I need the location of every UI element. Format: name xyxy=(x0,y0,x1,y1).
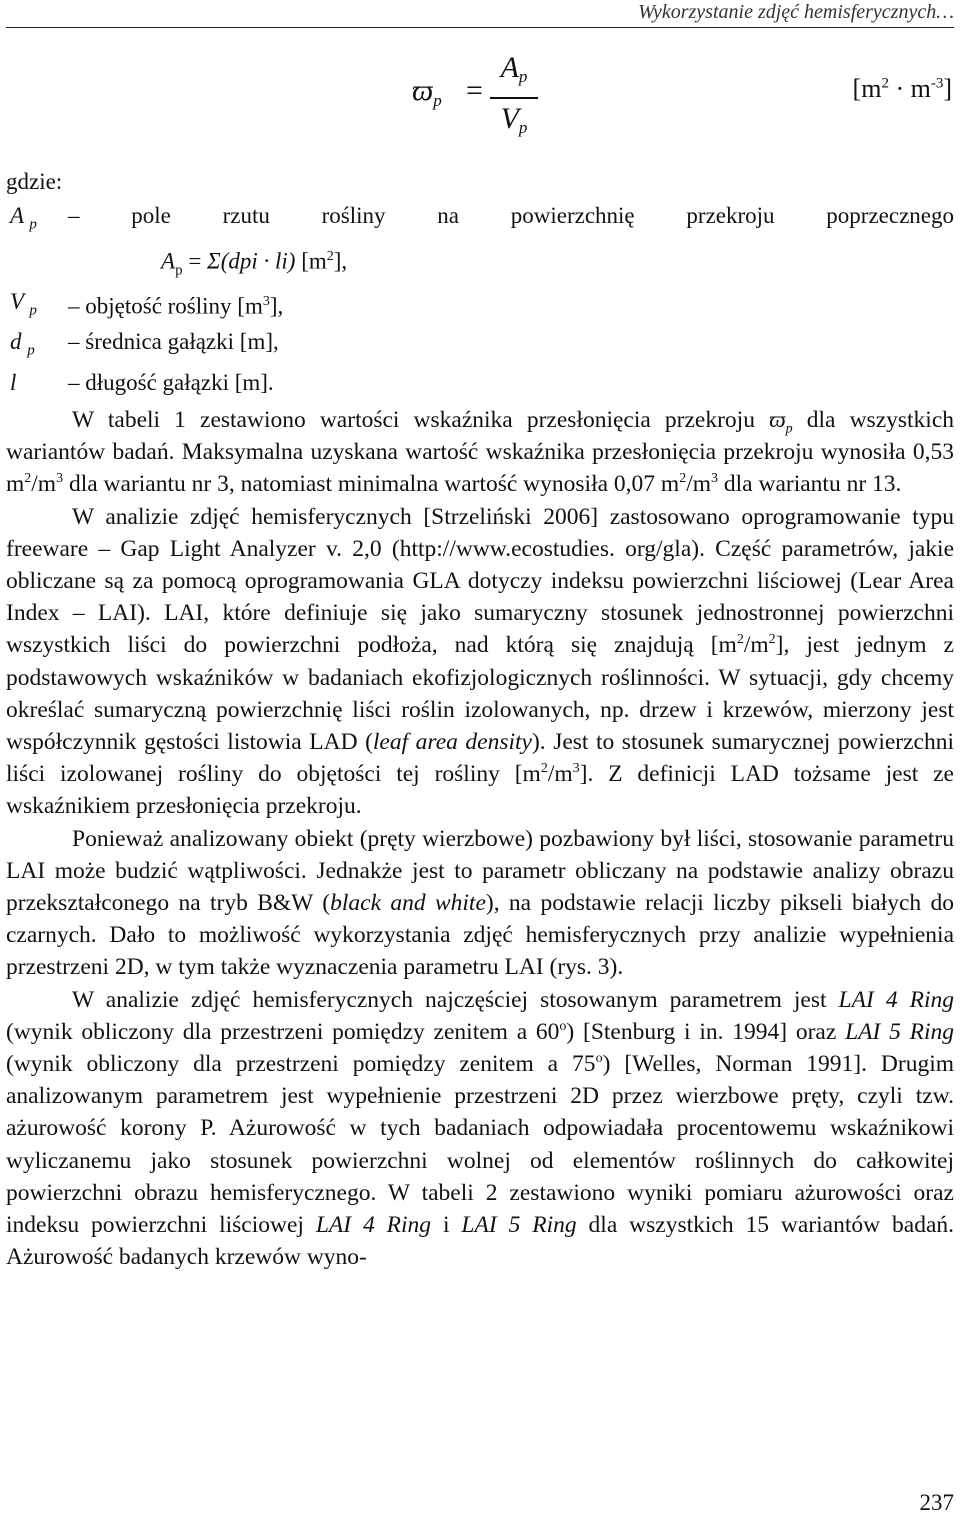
definitions-list xyxy=(6,166,954,399)
definition-row xyxy=(6,326,954,367)
definitions-intro: gdzie: xyxy=(6,169,63,194)
definition-symbol: d $_p$ xyxy=(10,329,35,360)
formula-lhs-symbol: ϖ xyxy=(412,74,434,107)
definition-continuation: $A_p = \Sigma(dpi \cdot li)$ $[m^2]$, xyxy=(161,248,348,278)
paragraph: Ponieważ analizowany obiekt (pręty wierzbowe) pozbawiony był liści, stosowanie parametru LAI może budzić wątpliwości. Jednakże jest to parametr obliczany na podstawie analizy obrazu przekształconego na tryb B&W (black and white), na podstawie relacji liczby pikseli białych do czarnych. Dało to możliwość wykorzystania zdjęć hemisferycznych przy analizie wypełnienia przestrzeni 2D, w tym także wyznaczenia parametru LAI (rys. 3). xyxy=(6,825,954,981)
formula-equals: = xyxy=(466,74,483,107)
formula-denominator: $V_p$ xyxy=(500,101,528,137)
page-number: 237 xyxy=(919,1490,954,1515)
definition-row xyxy=(6,286,954,327)
definition-text: – długość gałązki [m]. xyxy=(68,370,274,396)
running-title: Wykorzystanie zdjęć hemisferycznych… xyxy=(638,1,954,23)
fraction-bar xyxy=(490,97,538,99)
formula-unit: $[m^2 \cdot m^{-3}]$ xyxy=(852,74,952,103)
definition-row xyxy=(6,367,954,399)
formula-numerator: $A_p$ xyxy=(500,51,528,86)
definition-text: – objętość rośliny $[m^3]$, xyxy=(68,293,284,319)
definition-symbol: l xyxy=(10,370,17,396)
paragraph: W analizie zdjęć hemisferycznych [Strzeliński 2006] zastosowano oprogramowanie typu freeware – Gap Light Analyzer v. 2,0 (http://www.ecostudies. org/gla). Część parametrów, jakie obliczane są za pomocą oprogramowania GLA dotyczy indeksu powierzchni liściowej (Lear Area Index – LAI). LAI, które definiuje się jako sumaryczny stosunek jednostronnej powierzchni wszystkich liści do powierzchni podłoża, nad którą się znajdują $[m^2/m^2]$, jest jednym z podstawowych wskaźników w badaniach ekofizjologicznych roślinności. W sytuacji, gdy chcemy określać sumaryczną powierzchnię liści roślin izolowanych, np. drzew i krzewów, mierzony jest współczynnik gęstości listowia LAD (leaf area density). Jest to stosunek sumarycznej powierzchni liści izolowanej rośliny do objętości tej rośliny $[m^2/m^3]$. Z definicji LAD tożsame jest ze wskaźnikiem przesłonięcia przekroju. xyxy=(6,503,955,820)
formula-lhs xyxy=(412,74,442,111)
body-text xyxy=(6,404,954,1273)
paragraph: W tabeli 1 zestawiono wartości wskaźnika przesłonięcia przekroju $ϖ_p$ dla wszystkich wariantów badań. Maksymalna uzyskana wartość wskaźnika przesłonięcia przekroju wynosiła 0,53 $m^2/m^3$ dla wariantu nr 3, natomiast minimalna wartość wynosiła 0,07 $m^2/m^3$ dla wariantu nr 13. xyxy=(6,407,955,498)
definition-row xyxy=(6,200,954,241)
definition-text: – pole rzutu rośliny na powierzchnię przekroju poprzecznego xyxy=(68,203,954,228)
formula-lhs-sub: p xyxy=(433,91,442,110)
definition-symbol: V $_p$ xyxy=(10,288,37,319)
formula-fraction xyxy=(490,50,538,146)
definition-text: – średnica gałązki [m], xyxy=(68,329,279,355)
paragraph: W analizie zdjęć hemisferycznych najczęściej stosowanym parametrem jest LAI 4 Ring (wynik obliczony dla przestrzeni pomiędzy zenitem a 60$^o$) [Stenburg i in. 1994] oraz LAI 5 Ring (wynik obliczony dla przestrzeni pomiędzy zenitem a 75$^o$) [Welles, Norman 1991]. Drugim analizowanym parametrem jest wypełnienie przestrzeni 2D przez wierzbowe pręty, czyli tzw. ażurowość korony P. Ażurowość w tych badaniach odpowiadała procentowemu wskaźnikowi wyliczanemu jako stosunek powierzchni wolnej od elementów roślinnych do całkowitej powierzchni obrazu hemisferycznego. W tabeli 2 zestawiono wyniki pomiaru ażurowości oraz indeksu powierzchni liściowej LAI 4 Ring i LAI 5 Ring dla wszystkich 15 wariantów badań. Ażurowość badanych krzewów wyno- xyxy=(6,986,955,1271)
running-header xyxy=(6,0,954,28)
definition-symbol: A $_p$ xyxy=(10,203,37,233)
formula-block xyxy=(0,48,960,148)
